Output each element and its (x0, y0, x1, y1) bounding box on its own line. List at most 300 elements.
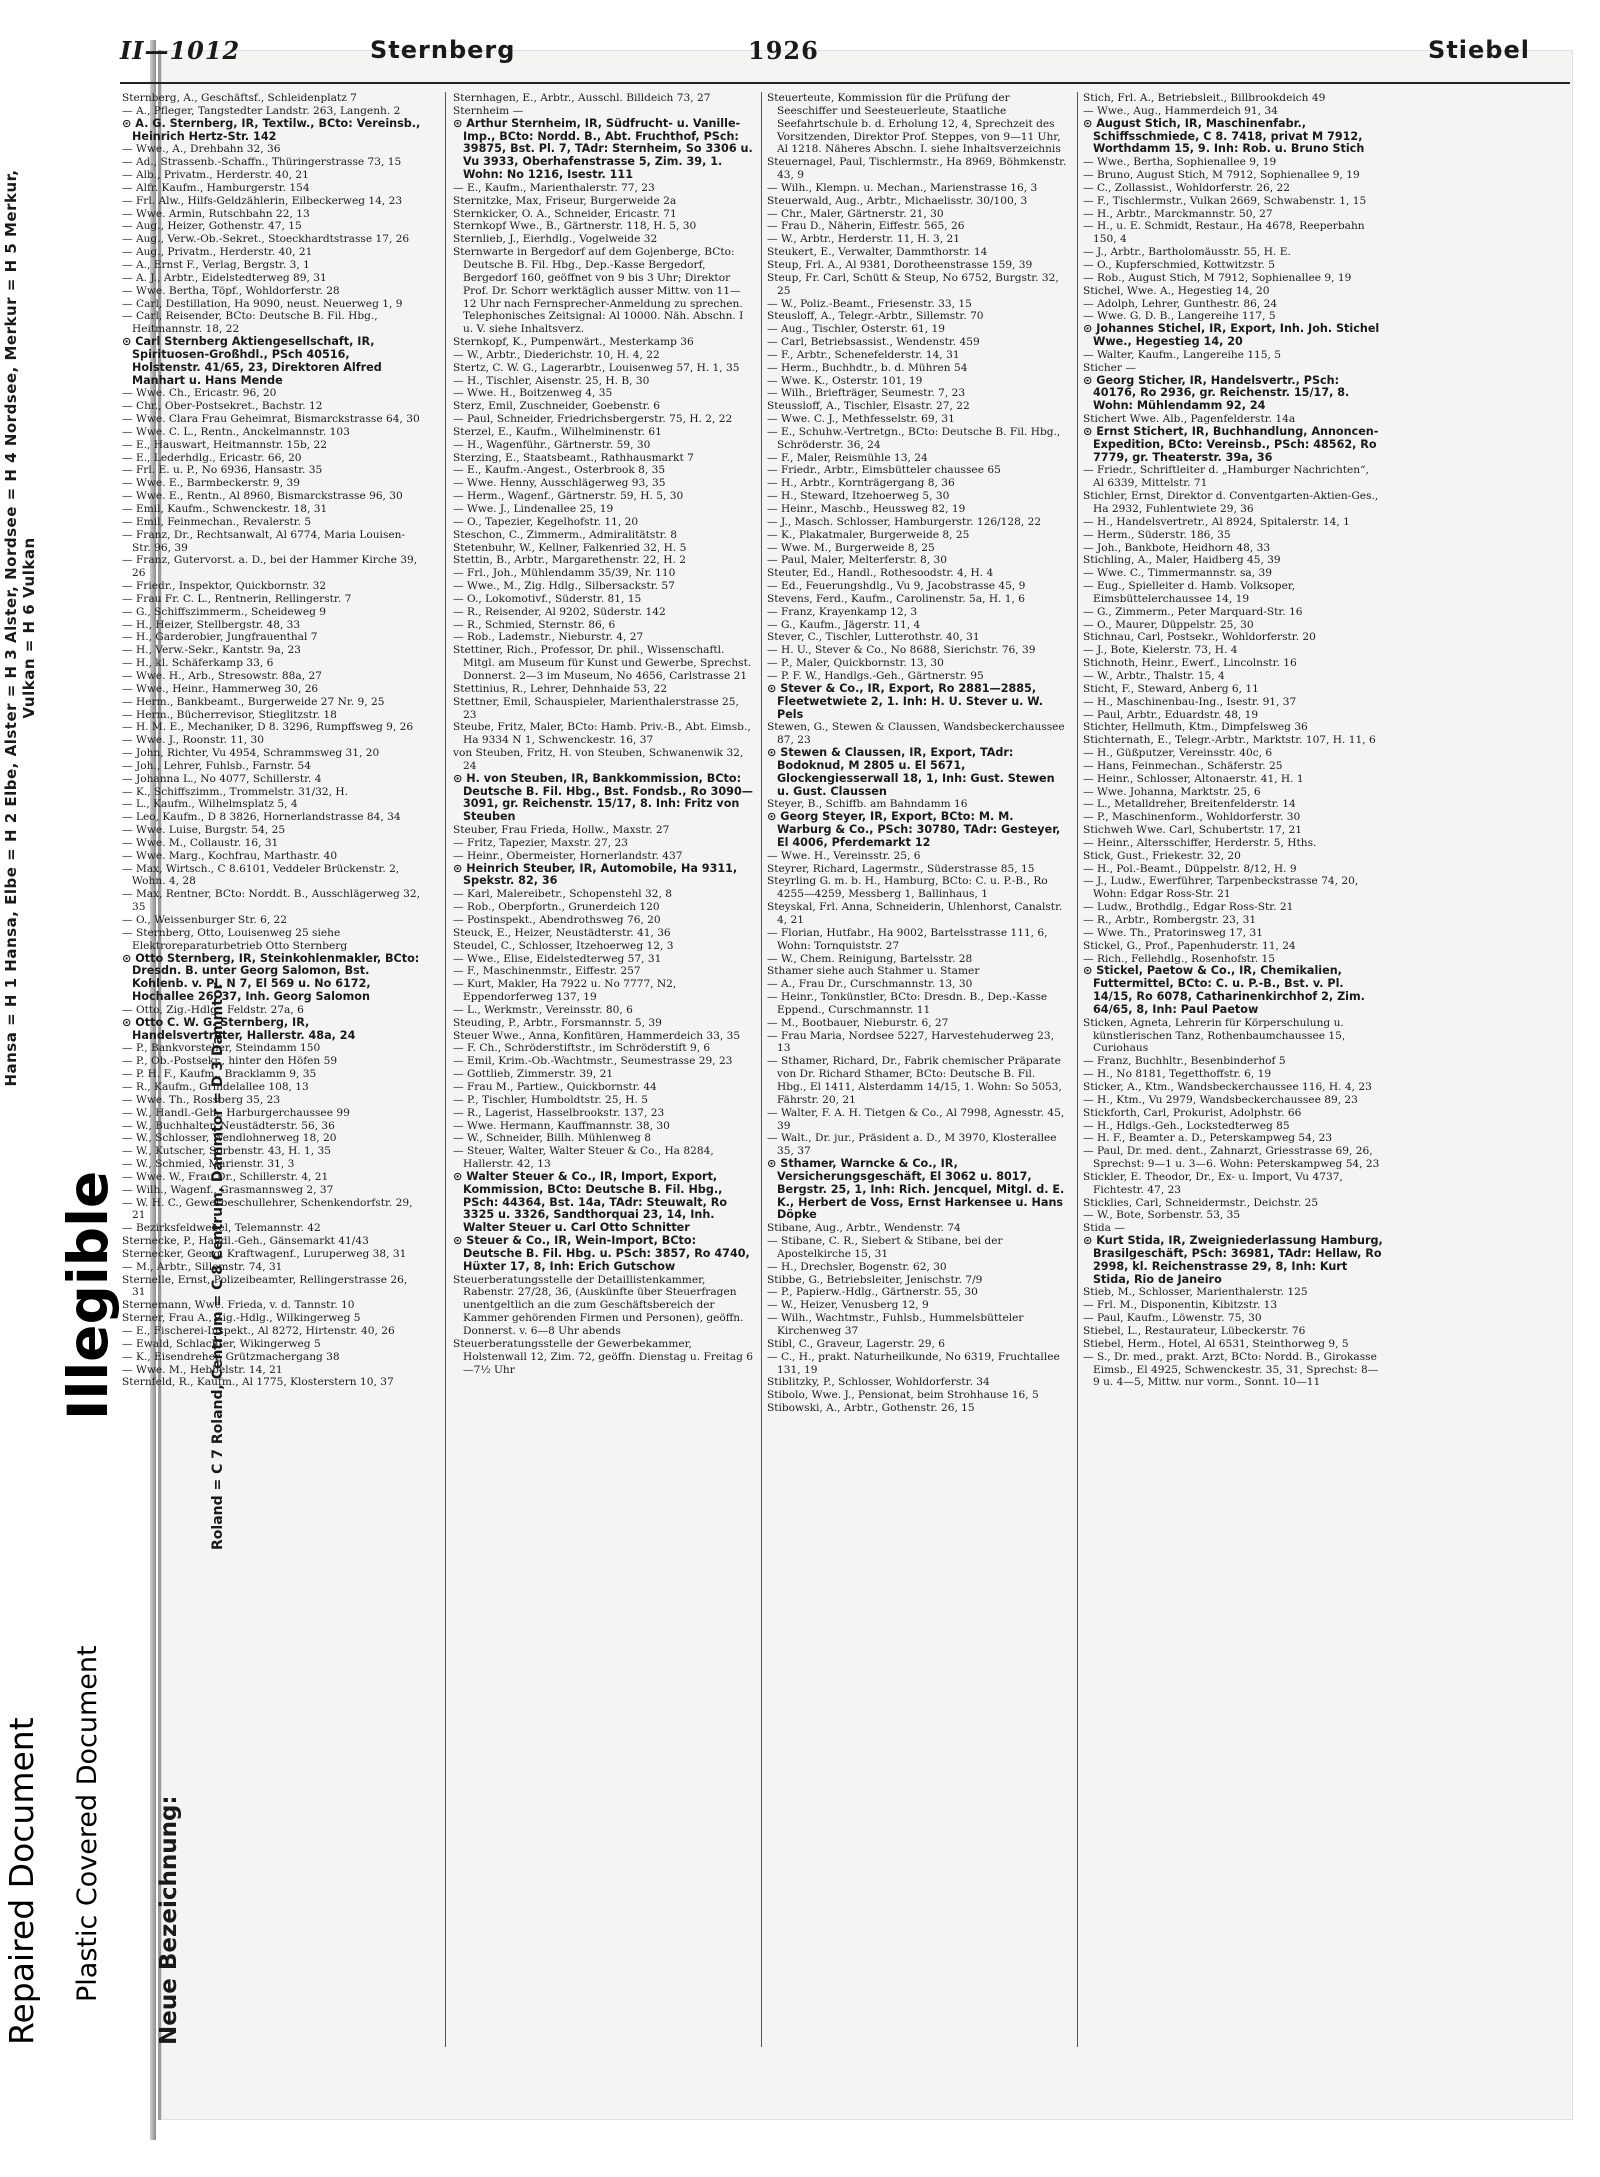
directory-entry: — H., Wagenführ., Gärtnerstr. 59, 30 (453, 438, 651, 451)
directory-entry: — W., Buchhalter, Neustädterstr. 56, 36 (122, 1119, 335, 1132)
directory-entry: Stieb, M., Schlosser, Marienthalerstr. 125 (1083, 1286, 1308, 1299)
directory-entry: — W., Arbtr., Herderstr. 11, H. 3, 21 (767, 233, 961, 246)
directory-entry: Stiblitzky, P., Schlosser, Wohldorferstr. 34 (767, 1376, 990, 1389)
directory-entry: Steyrling G. m. b. H., Hamburg, BCto: C. u. P.-B., Ro 4255—4259, Messberg 1, Ballinhaus, 1 (767, 875, 1048, 901)
directory-entry: — Wwe., M., Zig. Hdlg., Silbersackstr. 57 (453, 580, 675, 593)
directory-entry: — Rob., Oberpfortn., Grunerdeich 120 (453, 901, 660, 914)
directory-entry: — O., Weissenburger Str. 6, 22 (122, 914, 288, 926)
directory-entry: — Ludw., Brothdlg., Edgar Ross-Str. 21 (1083, 901, 1294, 914)
directory-entry: Steube, Fritz, Maler, BCto: Hamb. Priv.-B., Abt. Eimsb., Ha 9334 N 1, Schwenckestr. 16, 37 (453, 721, 751, 747)
directory-entry: — Frau Fr. C. L., Rentnerin, Rellingerstr. 7 (122, 592, 352, 605)
directory-entry: — P., Maschinenform., Wohldorferstr. 30 (1083, 811, 1301, 824)
directory-entry: — H., Maschinenbau-Ing., Isestr. 91, 37 (1083, 695, 1297, 708)
directory-entry: Sticken, Agneta, Lehrerin für Körperschulung u. künstlerischen Tanz, Rothenbaumchaussee 15, Curiohaus (1083, 1016, 1346, 1055)
header-year: 1926 (748, 36, 819, 65)
directory-entry: — Frau D., Näherin, Eiffestr. 565, 26 (767, 220, 965, 233)
directory-entry: — Wwe. M., Burgerweide 8, 25 (767, 541, 935, 554)
directory-entry: ⊙ Stickel, Paetow & Co., IR, Chemikalien, Futtermittel, BCto: C. u. P.-B., Bst. v. Pl. 14/15, Ro 6078, Catharinenkirchhof 2, Zim. 64/65, 8, Inh: Paul Paetow (1083, 964, 1365, 1016)
directory-entry: — Kurt, Makler, Ha 7922 u. No 7777, N2, Eppendorferweg 137, 19 (453, 978, 677, 1004)
directory-entry: — Herm., Wagenf., Gärtnerstr. 59, H. 5, 30 (453, 490, 684, 503)
directory-entry: — Paul, Dr. med. dent., Zahnarzt, Griesstrasse 69, 26, Sprechst: 9—1 u. 3—6. Wohn: Peterskampweg 54, 23 (1083, 1145, 1380, 1171)
directory-entry: — Herm., Bankbeamt., Burgerweide 27 Nr. 9, 25 (122, 695, 385, 708)
directory-entry: — M., Bootbauer, Nieburstr. 6, 27 (767, 1016, 949, 1029)
directory-entry: Stickel, G., Prof., Papenhuderstr. 11, 24 (1083, 939, 1296, 952)
directory-entry: Steuerwald, Aug., Arbtr., Michaelisstr. 30/100, 3 (767, 194, 1028, 207)
directory-entry: — Heinr., Maschb., Heussweg 82, 19 (767, 503, 966, 515)
directory-entry: Steuer Wwe., Anna, Konfitüren, Hammerdeich 33, 35 (453, 1029, 741, 1042)
directory-entry: — Rich., Fellehdlg., Rosenhofstr. 15 (1083, 952, 1275, 965)
directory-entry: — E., Fischerei-Inspekt., Al 8272, Hirtenstr. 40, 26 (122, 1325, 395, 1337)
column-divider (1077, 92, 1078, 2047)
directory-entry: — Wwe. C. L., Rentn., Anckelmannstr. 103 (122, 425, 350, 438)
directory-entry: — Wwe. Bertha, Töpf., Wohldorferstr. 28 (122, 284, 340, 297)
directory-entry: — Alb., Privatm., Herderstr. 40, 21 (122, 169, 309, 182)
directory-entry: — F., Maler, Reismühle 13, 24 (767, 451, 928, 464)
directory-entry: Sternkopf, K., Pumpenwärt., Mesterkamp 36 (453, 336, 694, 349)
directory-entry: — O., Kupferschmied, Kottwitzstr. 5 (1083, 258, 1275, 271)
directory-entry: Steuding, P., Arbtr., Forsmannstr. 5, 39 (453, 1016, 662, 1029)
directory-entry: ⊙ Otto Sternberg, IR, Steinkohlenmakler, BCto: Dresdn. B. unter Georg Salomon, Bst. Kohlenb. v. Pl. N 7, El 569 u. No 6172, Hochallee 26, 37, Inh. Georg Salomon (122, 951, 420, 1004)
directory-entry: — Chr., Maler, Gärtnerstr. 21, 30 (767, 207, 944, 220)
directory-entry: — Steuer, Walter, Walter Steuer & Co., Ha 8284, Hallerstr. 42, 13 (453, 1145, 714, 1171)
directory-entry: — Ewald, Schlachter, Wikingerweg 5 (122, 1337, 321, 1350)
directory-entry: — Paul, Kaufm., Löwenstr. 75, 30 (1083, 1312, 1262, 1325)
directory-entry: — Aug., Verw.-Ob.-Sekret., Stoeckhardtstrasse 17, 26 (122, 233, 410, 246)
directory-entry: — P., Bankvorsteher, Steindamm 150 (122, 1042, 321, 1055)
directory-entry: — J., Arbtr., Bartholomäusstr. 55, H. E. (1083, 246, 1291, 259)
directory-entry: — Wwe. M., Hebbelstr. 14, 21 (122, 1363, 283, 1376)
directory-entry: Steyrer, Richard, Lagermstr., Süderstrasse 85, 15 (767, 862, 1035, 875)
directory-entry: — W., Schlosser, Wendlohnerweg 18, 20 (122, 1132, 337, 1145)
directory-entry: — P. H. F., Kaufm., Bracklamm 9, 35 (122, 1068, 317, 1081)
directory-entry: Stichnoth, Heinr., Ewerf., Lincolnstr. 16 (1083, 657, 1297, 670)
directory-entry: — Wwe. Th., Pratorinsweg 17, 31 (1083, 926, 1263, 939)
directory-entry: Steuerteute, Kommission für die Prüfung der Seeschiffer und Seesteuerleute, Staatliche Seefahrtschule b. d. Erholung 12, 4, Sprechzeit des Vorsitzenden, Direktor Prof. Steppes, von 9—11 Uhr, Al 1218. Näheres Abschn. I. siehe Inhaltsverzeichnis (767, 92, 1061, 156)
directory-entry: — Wwe. H., Vereinsstr. 25, 6 (767, 849, 921, 862)
directory-entry: Stever, C., Tischler, Lutterothstr. 40, 31 (767, 631, 980, 644)
directory-entry: — H. M. E., Mechaniker, D 8. 3296, Rumpffsweg 9, 26 (122, 721, 414, 734)
directory-entry: Stichternath, E., Telegr.-Arbtr., Marktstr. 107, H. 11, 6 (1083, 734, 1376, 747)
directory-entry: — R., Reisender, Al 9202, Süderstr. 142 (453, 605, 666, 618)
directory-entry: — Wwe., Aug., Hammerdeich 91, 34 (1083, 104, 1278, 117)
directory-entry: — G., Zimmerm., Peter Marquard-Str. 16 (1083, 605, 1303, 618)
directory-entry: ⊙ Stewen & Claussen, IR, Export, TAdr: Bodoknud, M 2805 u. El 5671, Glockengiesserwall 18, 1, Inh: Gust. Stewen u. Gust. Claussen (767, 746, 1055, 798)
illegible-label: Illegible (56, 1170, 120, 1420)
directory-entry: — Emil, Feinmechan., Revalerstr. 5 (122, 515, 312, 528)
directory-entry: Steukert, E., Verwalter, Dammthorstr. 14 (767, 246, 988, 259)
directory-entry: — Wwe. E., Barmbeckerstr. 9, 39 (122, 477, 300, 490)
directory-entry: — H., Drechsler, Bogenstr. 62, 30 (767, 1260, 947, 1273)
directory-entry: ⊙ Georg Sticher, IR, Handelsvertr., PSch: 40176, Ro 2936, gr. Reichenstr. 15/17, 8. Wohn: Mühlendamm 92, 24 (1083, 373, 1350, 413)
directory-entry: — Aug., Heizer, Gothenstr. 47, 15 (122, 220, 302, 233)
directory-entry: — P., Ob.-Postsekr., hinter den Höfen 59 (122, 1055, 338, 1068)
directory-entry: Sternhagen, E., Arbtr., Ausschl. Billdeich 73, 27 (453, 92, 711, 104)
directory-entry: — Paul, Arbtr., Eduardstr. 48, 19 (1083, 708, 1259, 721)
directory-entry: — Aug., Privatm., Herderstr. 40, 21 (122, 246, 313, 259)
directory-entry: Sternkopf Wwe., B., Gärtnerstr. 118, H. 5, 30 (453, 220, 697, 233)
directory-entry: — H. U., Stever & Co., No 8688, Sierichstr. 76, 39 (767, 644, 1036, 657)
directory-entry: — Gottlieb, Zimmerstr. 39, 21 (453, 1068, 614, 1081)
directory-entry: Sternemann, Wwe. Frieda, v. d. Tannstr. 10 (122, 1299, 355, 1312)
directory-entry: — H., Arbtr., Marckmannstr. 50, 27 (1083, 207, 1273, 220)
directory-entry: — Ed., Feuerungshdlg., Vu 9, Jacobstrasse 45, 9 (767, 580, 1026, 593)
directory-entry: Stibolo, Wwe. J., Pensionat, beim Strohhause 16, 5 (767, 1389, 1039, 1402)
directory-entry: — H., u. E. Schmidt, Restaur., Ha 4678, Reeperbahn 150, 4 (1083, 220, 1365, 246)
directory-entry: Stertz, C. W. G., Lagerarbtr., Louisenweg 57, H. 1, 35 (453, 361, 740, 374)
directory-entry: ⊙ Kurt Stida, IR, Zweigniederlassung Hamburg, Brasilgeschäft, PSch: 36981, TAdr: Hellaw, Ro 2998, kl. Reichenstrasse 29, 8, Inh: Kurt Stida, Rio de Janeiro (1083, 1234, 1383, 1286)
directory-entry: — W., Handl.-Geh., Harburgerchaussee 99 (122, 1106, 350, 1119)
directory-entry: — H., Ktm., Vu 2979, Wandsbeckerchaussee 89, 23 (1083, 1093, 1358, 1106)
directory-entry: ⊙ Ernst Stichert, IR, Buchhandlung, Annoncen-Expedition, BCto: Vereinsb., PSch: 48562, Ro 7779, gr. Theaterstr. 39a, 36 (1083, 424, 1379, 464)
directory-entry: — Johanna L., No 4077, Schillerstr. 4 (122, 772, 322, 785)
directory-entry: — H., Arbtr., Kornträgergang 8, 36 (767, 477, 955, 490)
directory-entry: — A., Frau Dr., Curschmannstr. 13, 30 (767, 978, 973, 991)
directory-entry: — W., Arbtr., Diederichstr. 10, H. 4, 22 (453, 348, 660, 361)
directory-entry: — Rob., August Stich, M 7912, Sophienallee 9, 19 (1083, 271, 1352, 284)
directory-entry: Stettiner, Rich., Professor, Dr. phil., Wissenschaftl. Mitgl. am Museum für Kunst und Gewerbe, Sprechst. Donnerst. 2—3 im Museum, No 4656, Carlstrasse 21 (453, 644, 752, 682)
directory-entry: — H., Garderobier, Jungfrauenthal 7 (122, 631, 318, 644)
directory-entry: Stibbe, G., Betriebsleiter, Jenischstr. 7/9 (767, 1273, 983, 1286)
directory-entry: — H., kl. Schäferkamp 33, 6 (122, 657, 274, 670)
directory-entry: — P. F. W., Handlgs.-Geh., Gärtnerstr. 95 (767, 669, 984, 682)
directory-entry: — Wilh., Briefträger, Seumestr. 7, 23 (767, 387, 966, 400)
directory-entry: — Emil, Kaufm., Schwenckestr. 18, 31 (122, 503, 328, 515)
directory-entry: Stichert Wwe. Alb., Pagenfelderstr. 14a (1083, 413, 1296, 426)
directory-entry: — Stibane, C. R., Siebert & Stibane, bei der Apostelkirche 15, 31 (767, 1235, 1003, 1260)
directory-entry: — Wwe. J., Lindenallee 25, 19 (453, 503, 614, 515)
page-number: II—1012 (120, 36, 241, 65)
directory-entry: — W., Arbtr., Thalstr. 15, 4 (1083, 669, 1225, 682)
directory-column-4 (1083, 92, 1383, 2047)
directory-entry: — O., Maurer, Düppelstr. 25, 30 (1083, 618, 1254, 631)
directory-column-2 (453, 92, 753, 2047)
directory-entry: — Alfr. Kaufm., Hamburgerstr. 154 (122, 181, 310, 194)
directory-entry: — H., Handelsvertretr., Al 8924, Spitalerstr. 14, 1 (1083, 515, 1350, 528)
directory-entry: Steuter, Ed., Handl., Rothesoodstr. 4, H. 4 (767, 567, 994, 580)
directory-entry: — A. J., Arbtr., Eidelstedterweg 89, 31 (122, 271, 327, 284)
directory-entry: Steup, Fr. Carl, Schütt & Steup, No 6752, Burgstr. 32, 25 (767, 271, 1059, 297)
directory-entry: — H., Verw.-Sekr., Kantstr. 9a, 23 (122, 644, 301, 657)
directory-entry: Steuerberatungsstelle der Detaillistenkammer, Rabenstr. 27/28, 36, (Auskünfte über Steuerfragen unentgeltlich an die zum Geschäftsbereich der Kammer gehörenden Firmen und Personen), geöffn. Donnerst. v. 6—8 Uhr abends (453, 1273, 744, 1337)
directory-entry: — Wwe. J., Roonstr. 11, 30 (122, 734, 265, 747)
directory-entry: — H., Tischler, Aisenstr. 25, H. B, 30 (453, 374, 650, 387)
directory-entry: — A., Pfleger, Tangstedter Landstr. 263, Langenh. 2 (122, 104, 401, 117)
directory-entry: — Wwe. K., Osterstr. 101, 19 (767, 374, 923, 387)
directory-entry: ⊙ Carl Sternberg Aktiengesellschaft, IR, Spirituosen-Großhdl., PSch 40516, Holstenstr. 41/65, 23, Direktoren Alfred Manhart u. Hans Mende (122, 335, 382, 387)
directory-entry: Sternwarte in Bergedorf auf dem Gojenberge, BCto: Deutsche B. Fil. Hbg., Dep.-Kasse Bergedorf, Bergedorf 160, geöffnet von 9 bis 3 Uhr; Direktor Prof. Dr. Schorr werktäglich ausser Mittw. von 11—12 Uhr nach Fernsprecher-Anmeldung zu sprechen. Telephonisches Zeitsignal: Al 10000. Näh. Abschn. I u. V. siehe Inhaltsverz. (453, 246, 744, 336)
directory-entry: ⊙ Heinrich Steuber, IR, Automobile, Ha 9311, Spekstr. 82, 36 (453, 861, 738, 888)
directory-entry: — Wwe. H., Boitzenweg 4, 35 (453, 387, 613, 400)
directory-entry: Stewen, G., Stewen & Claussen, Wandsbeckerchaussee 87, 23 (767, 721, 1065, 747)
directory-entry: — H., Heizer, Stellbergstr. 48, 33 (122, 618, 301, 631)
directory-entry: — J., Ludw., Ewerführer, Tarpenbeckstrasse 74, 20, Wohn: Edgar Ross-Str. 21 (1083, 875, 1359, 901)
directory-entry: — M., Arbtr., Sillemstr. 74, 31 (122, 1260, 283, 1273)
directory-entry: — R., Arbtr., Rombergstr. 23, 31 (1083, 914, 1257, 926)
directory-entry: — Adolph, Lehrer, Gunthestr. 86, 24 (1083, 297, 1278, 310)
directory-entry: Sticht, F., Steward, Anberg 6, 11 (1083, 682, 1259, 695)
directory-entry: Steup, Frl. A., Al 9381, Dorotheenstrasse 159, 39 (767, 258, 1033, 271)
directory-entry: Stichler, Ernst, Direktor d. Conventgarten-Aktien-Ges., Ha 2932, Fuhlentwiete 29, 36 (1083, 490, 1379, 515)
directory-entry: — Wwe. G. D. B., Langereihe 117, 5 (1083, 310, 1276, 323)
directory-entry: Stichnau, Carl, Postsekr., Wohldorferstr. 20 (1083, 631, 1316, 644)
plastic-label: Plastic Covered Document (72, 1645, 103, 2002)
directory-entry: — Wwe. W., Frau Dr., Schillerstr. 4, 21 (122, 1170, 329, 1183)
directory-entry: — Walt., Dr. jur., Präsident a. D., M 3970, Klosterallee 35, 37 (767, 1132, 1057, 1158)
directory-entry: — Wwe. Clara Frau Geheimrat, Bismarckstrasse 64, 30 (122, 413, 420, 426)
header-last-entry: Stiebel (1428, 36, 1530, 64)
directory-entry: — Karl, Malereibetr., Schopenstehl 32, 8 (453, 888, 672, 901)
directory-entry: — Fritz, Tapezier, Maxstr. 27, 23 (453, 836, 628, 849)
directory-entry: — L., Kaufm., Wilhelmsplatz 5, 4 (122, 798, 298, 811)
directory-entry: Steusloff, A., Telegr.-Arbtr., Sillemstr. 70 (767, 310, 984, 323)
directory-entry: ⊙ H. von Steuben, IR, Bankkommission, BCto: Deutsche B. Fil. Hbg., Bst. Fondsb., Ro 3090—3091, gr. Reichenstr. 15/17, 8. Inh: Fritz von Steuben (453, 771, 753, 824)
directory-entry: — Wilh., Klempn. u. Mechan., Marienstrasse 16, 3 (767, 181, 1038, 194)
directory-entry: — L., Werkmstr., Vereinsstr. 80, 6 (453, 1003, 633, 1016)
directory-entry: Sternelle, Ernst, Polizeibeamter, Rellingerstrasse 26, 31 (122, 1273, 408, 1299)
directory-entry: — Wwe., Elise, Eidelstedterweg 57, 31 (453, 952, 662, 965)
directory-entry: — Rob., Lademstr., Nieburstr. 4, 27 (453, 631, 644, 644)
directory-entry: — Wwe. Marg., Kochfrau, Marthastr. 40 (122, 849, 338, 862)
directory-entry: — F. Ch., Schröderstiftstr., im Schröderstift 9, 6 (453, 1042, 711, 1055)
directory-entry: — Paul, Maler, Melterferstr. 8, 30 (767, 554, 947, 567)
directory-entry: — E., Schuhw.-Vertretgn., BCto: Deutsche B. Fil. Hbg., Schröderstr. 36, 24 (767, 425, 1061, 451)
directory-entry: Stick, Gust., Friekestr. 32, 20 (1083, 849, 1241, 862)
directory-entry: — Frl. Alw., Hilfs-Geldzählerin, Eilbeckerweg 14, 23 (122, 194, 403, 207)
directory-entry: — Emil, Krim.-Ob.-Wachtmstr., Seumestrasse 29, 23 (453, 1055, 733, 1068)
directory-entry: — Max, Wirtsch., C 8.6101, Veddeler Brückenstr. 2, Wohn. 4, 28 (122, 862, 400, 888)
directory-entry: — Frl. E. u. P., No 6936, Hansastr. 35 (122, 464, 323, 477)
column-divider (761, 92, 762, 2047)
directory-entry: — E., Kaufm.-Angest., Osterbrook 8, 35 (453, 464, 666, 477)
directory-entry: — Friedr., Inspektor, Quickbornstr. 32 (122, 580, 327, 593)
directory-entry: Stiebel, Herm., Hotel, Al 6531, Steinthorweg 9, 5 (1083, 1337, 1349, 1350)
directory-entry: Steyskal, Frl. Anna, Schneiderin, Uhlenhorst, Canalstr. 4, 21 (767, 901, 1063, 926)
directory-entry: ⊙ Otto C. W. G. Sternberg, IR, Handelsvertreter, Hallerstr. 48a, 24 (122, 1015, 356, 1042)
directory-entry: Sternlieb, J., Eierhdlg., Vogelweide 32 (453, 233, 658, 246)
directory-entry: — K., Plakatmaler, Burgerweide 8, 25 (767, 528, 970, 541)
directory-entry: — Wwe. C., Timmermannstr. sa, 39 (1083, 567, 1272, 580)
directory-entry: — P., Maler, Quickbornstr. 13, 30 (767, 657, 944, 670)
directory-entry: — Franz, Krayenkamp 12, 3 (767, 605, 918, 618)
directory-entry: ⊙ Walter Steuer & Co., IR, Import, Export, Kommission, BCto: Deutsche B. Fil. Hbg., PSch: 44364, Bst. 14a, TAdr: Steuwalt, Ro 3325 u. 3326, Sandthorquai 23, 14, Inh. Walter Steuer u. Carl Otto Schnitter (453, 1169, 728, 1235)
directory-entry: ⊙ Johannes Stichel, IR, Export, Inh. Joh. Stichel Wwe., Hegestieg 14, 20 (1083, 322, 1380, 349)
directory-entry: — C., Zollassist., Wohldorferstr. 26, 22 (1083, 181, 1290, 194)
directory-entry: — Wwe. Ch., Ericastr. 96, 20 (122, 387, 277, 400)
directory-entry: — F., Maschinenmstr., Eiffestr. 257 (453, 965, 641, 978)
directory-entry: — Wwe. Th., Rossberg 35, 23 (122, 1093, 281, 1106)
directory-entry: — Friedr., Arbtr., Eimsbütteler chaussee 65 (767, 464, 1001, 477)
directory-entry: — Frl., Joh., Mühlendamm 35/39, Nr. 110 (453, 567, 676, 580)
directory-entry: — P., Papierw.-Hdlg., Gärtnerstr. 55, 30 (767, 1286, 978, 1299)
directory-entry: — W. H. C., Gewerbeschullehrer, Schenkendorfstr. 29, 21 (122, 1196, 413, 1222)
directory-entry: — Wwe. Johanna, Marktstr. 25, 6 (1083, 785, 1261, 798)
header-rule (120, 82, 1570, 84)
directory-entry: — L., Metalldreher, Breitenfelderstr. 14 (1083, 798, 1296, 811)
directory-entry: Sternecker, Georg, Kraftwagenf., Luruperweg 38, 31 (122, 1247, 407, 1260)
directory-entry: — Wwe., Bertha, Sophienallee 9, 19 (1083, 156, 1277, 169)
directory-entry: — Wwe. Henny, Ausschlägerweg 93, 35 (453, 477, 666, 490)
directory-entry: — Wilh., Wagenf., Grasmannsweg 2, 37 (122, 1183, 334, 1196)
directory-entry: — P., Tischler, Humboldtstr. 25, H. 5 (453, 1093, 648, 1106)
directory-entry: Sticher — (1083, 361, 1136, 374)
directory-entry: — W., Schneider, Billh. Mühlenweg 8 (453, 1132, 651, 1145)
directory-entry: — E., Hauswart, Heitmannstr. 15b, 22 (122, 438, 328, 451)
side-margin-legend (0, 140, 40, 1120)
directory-entry: — C., H., prakt. Naturheilkunde, No 6319, Fruchtallee 131, 19 (767, 1350, 1060, 1376)
directory-entry: — Wwe. E., Rentn., Al 8960, Bismarckstrasse 96, 30 (122, 490, 403, 503)
directory-entry: Stichter, Hellmuth, Ktm., Dimpfelsweg 36 (1083, 721, 1308, 734)
directory-entry: Sternberg, A., Geschäftsf., Schleidenplatz 7 (122, 92, 357, 104)
directory-entry: Sterz, Emil, Zuschneider, Goebenstr. 6 (453, 400, 661, 413)
directory-entry: — F., Arbtr., Schenefelderstr. 14, 31 (767, 348, 960, 361)
directory-entry: — Sternberg, Otto, Louisenweg 25 siehe Elektroreparaturbetrieb Otto Sternberg (122, 926, 348, 952)
directory-entry: — Friedr., Schriftleiter d. „Hamburger Nachrichten“, Al 6339, Mittelstr. 71 (1083, 464, 1369, 490)
directory-entry: Stettner, Emil, Schauspieler, Marienthalerstrasse 25, 23 (453, 695, 739, 721)
directory-entry: ⊙ Georg Steyer, IR, Export, BCto: M. M. Warburg & Co., PSch: 30780, TAdr: Gesteyer, El 4006, Pferdemarkt 12 (767, 810, 1061, 849)
directory-entry: Stettinius, R., Lehrer, Dehnhaide 53, 22 (453, 682, 668, 695)
directory-entry: — Wwe. Armin, Rutschbahn 22, 13 (122, 207, 310, 220)
directory-entry: — Wwe., A., Drehbahn 32, 36 (122, 143, 281, 156)
directory-entry: — G., Kaufm., Jägerstr. 11, 4 (767, 618, 921, 631)
directory-entry: Steuernagel, Paul, Tischlermstr., Ha 8969, Böhmkenstr. 43, 9 (767, 156, 1067, 182)
directory-entry: — Max, Rentner, BCto: Norddt. B., Ausschlägerweg 32, 35 (122, 888, 420, 914)
directory-entry: — Wwe. M., Collaustr. 16, 31 (122, 836, 279, 849)
directory-entry: — Frau M., Partiew., Quickbornstr. 44 (453, 1080, 657, 1093)
directory-entry: — Franz, Dr., Rechtsanwalt, Al 6774, Maria Louisen-Str. 96, 39 (122, 528, 406, 554)
directory-entry: Sternitzke, Max, Friseur, Burgerweide 2a (453, 194, 677, 207)
directory-entry: — W., Chem. Reinigung, Bartelsstr. 28 (767, 952, 973, 965)
directory-entry: — Heinr., Obermeister, Hornerlandstr. 437 (453, 849, 683, 862)
directory-entry: — Walter, F. A. H. Tietgen & Co., Al 7998, Agnesstr. 45, 39 (767, 1106, 1065, 1132)
page-header (120, 30, 1570, 80)
directory-entry: — E., Kaufm., Marienthalerstr. 77, 23 (453, 181, 655, 194)
footer-legend-title: Neue Bezeichnung: (156, 1795, 182, 2045)
directory-entry: — Wwe. Luise, Burgstr. 54, 25 (122, 824, 286, 837)
directory-entry: ⊙ August Stich, IR, Maschinenfabr., Schiffsschmiede, C 8. 7418, privat M 7912, Worthdamm 15, 9. Inh: Rob. u. Bruno Stich (1083, 116, 1365, 156)
directory-entry: Steuber, Frau Frieda, Hollw., Maxstr. 27 (453, 824, 670, 837)
directory-entry: Stiebel, L., Restaurateur, Lübeckerstr. 76 (1083, 1325, 1306, 1337)
directory-entry: — Florian, Hutfabr., Ha 9002, Bartelsstrasse 111, 6, Wohn: Tornquiststr. 27 (767, 926, 1048, 952)
directory-entry: Stettin, B., Arbtr., Margarethenstr. 22, H. 2 (453, 554, 686, 567)
directory-entry: — W., Bote, Sorbenstr. 53, 35 (1083, 1209, 1241, 1222)
directory-entry: — H., Hdlgs.-Geh., Lockstedterweg 85 (1083, 1119, 1290, 1132)
directory-entry: — Franz, Gutervorst. a. D., bei der Hammer Kirche 39, 26 (122, 554, 418, 580)
directory-entry: Stibane, Aug., Arbtr., Wendenstr. 74 (767, 1222, 961, 1235)
directory-entry: — Carl, Reisender, BCto: Deutsche B. Fil. Hbg., Heitmannstr. 18, 22 (122, 310, 378, 336)
directory-entry: Stickforth, Carl, Prokurist, Adolphstr. 66 (1083, 1106, 1302, 1119)
column-divider (445, 92, 446, 2047)
directory-entry: — Heinr., Tonkünstler, BCto: Dresdn. B., Dep.-Kasse Eppend., Curschmannstr. 11 (767, 991, 1048, 1016)
footer-legend-note: Roland = C 7 Roland, Centrum = C 8 Centrum, Dammtor = D 3 Dammtor (210, 982, 226, 1550)
directory-entry: — H., Pol.-Beamt., Düppelstr. 8/12, H. 9 (1083, 862, 1297, 875)
directory-entry: Sterzel, E., Kaufm., Wilhelminenstr. 61 (453, 425, 662, 438)
directory-entry: — K., Schiffszimm., Trommelstr. 31/32, H. (122, 785, 348, 798)
directory-entry: ⊙ Sthamer, Warncke & Co., IR, Versicherungsgeschäft, El 3062 u. 8017, Bergstr. 25, 1, Inh: Rich. Jencquel, Mitgl. d. E. K., Herbert de Voss, Ernst Harkensee u. Hans Döpke (767, 1157, 1065, 1222)
directory-entry: Steuck, E., Heizer, Neustädterstr. 41, 36 (453, 926, 671, 939)
directory-entry: — Paul, Schneider, Friedrichsbergerstr. 75, H. 2, 22 (453, 413, 733, 426)
directory-entry: — W., Heizer, Venusberg 12, 9 (767, 1299, 929, 1312)
directory-entry: — Heinr., Altersschiffer, Herderstr. 5, Hths. (1083, 836, 1317, 849)
directory-entry: — Wwe., Heinr., Hammerweg 30, 26 (122, 682, 319, 695)
directory-entry: — Aug., Tischler, Osterstr. 61, 19 (767, 323, 945, 336)
directory-entry: — R., Kaufm., Grindelallee 108, 13 (122, 1080, 309, 1093)
directory-entry: — Carl, Betriebsassist., Wendenstr. 459 (767, 336, 980, 349)
directory-entry: — O., Lokomotivf., Süderstr. 81, 15 (453, 592, 642, 605)
directory-entry: — Herm., Buchhdtr., b. d. Mühren 54 (767, 361, 968, 374)
directory-entry: — W., Schmied, Marienstr. 31, 3 (122, 1158, 295, 1171)
directory-entry: Stida — (1083, 1222, 1125, 1235)
directory-entry: — John, Richter, Vu 4954, Schrammsweg 31, 20 (122, 747, 380, 760)
directory-entry: — Joh., Bankbote, Heidhorn 48, 33 (1083, 541, 1271, 554)
legend-text: Hansa = H 1 Hansa, Elbe = H 2 Elbe, Alster = H 3 Alster, Nordsee = H 4 Nordsee, Merkur = H 5 Merkur, Vulkan = H 6 Vulkan (2, 169, 38, 1087)
directory-entry: — Wwe. H., Arb., Stresowstr. 88a, 27 (122, 669, 322, 682)
directory-entry: Stevens, Ferd., Kaufm., Carolinenstr. 5a, H. 1, 6 (767, 592, 1026, 605)
directory-entry: Stichweh Wwe. Carl, Schubertstr. 17, 21 (1083, 824, 1302, 837)
directory-entry: — Franz, Buchhltr., Besenbinderhof 5 (1083, 1055, 1286, 1068)
directory-entry: — Chr., Ober-Postsekret., Bachstr. 12 (122, 400, 323, 413)
directory-entry: — Joh., Lehrer, Fuhlsb., Farnstr. 54 (122, 759, 311, 772)
directory-entry: — Heinr., Schlosser, Altonaerstr. 41, H. 1 (1083, 772, 1304, 785)
directory-entry: Stichel, Wwe. A., Hegestieg 14, 20 (1083, 284, 1270, 297)
directory-entry: Sterner, Frau A., Zig.-Hdlg., Wilkingerweg 5 (122, 1312, 361, 1325)
directory-entry: — J., Masch. Schlosser, Hamburgerstr. 126/128, 22 (767, 515, 1042, 528)
directory-entry: — G., Schiffszimmerm., Scheideweg 9 (122, 605, 327, 618)
directory-entry: Sternfeld, R., Kaufm., Al 1775, Klosterstern 10, 37 (122, 1376, 394, 1389)
directory-entry: Stichling, A., Maler, Haidberg 45, 39 (1083, 554, 1281, 567)
directory-entry: von Steuben, Fritz, H. von Steuben, Schwanenwik 32, 24 (453, 747, 744, 772)
directory-entry: — Wwe. Hermann, Kauffmannstr. 38, 30 (453, 1119, 670, 1132)
directory-entry: — Ad., Strassenb.-Schaffn., Thüringerstrasse 73, 15 (122, 156, 402, 169)
directory-entry: — F., Tischlermstr., Vulkan 2669, Schwabenstr. 1, 15 (1083, 194, 1367, 207)
directory-entry: Sternkicker, O. A., Schneider, Ericastr. 71 (453, 207, 677, 220)
directory-entry: Steuerberatungsstelle der Gewerbekammer, Holstenwall 12, Zim. 72, geöffn. Dienstag u. Freitag 6—7½ Uhr (453, 1337, 753, 1376)
directory-entry: — Carl, Destillation, Ha 9090, neust. Neuerweg 1, 9 (122, 297, 403, 310)
directory-entry: Sternecke, P., Handl.-Geh., Gänsemarkt 41/43 (122, 1235, 369, 1248)
directory-entry: — Walter, Kaufm., Langereihe 115, 5 (1083, 348, 1282, 361)
directory-entry: — R., Lagerist, Hasselbrookstr. 137, 23 (453, 1106, 665, 1119)
directory-entry: — S., Dr. med., prakt. Arzt, BCto: Nordd. B., Girokasse Eimsb., El 4925, Schwenckestr. 35, 31, Sprechst: 8—9 u. 4—5, Mittw. nur vorm., Sonnt. 10—11 (1083, 1350, 1379, 1389)
directory-entry: — Leo, Kaufm., D 8 3826, Hornerlandstrasse 84, 34 (122, 811, 401, 824)
directory-entry: — H., No 8181, Tegetthoffstr. 6, 19 (1083, 1068, 1272, 1081)
directory-entry: — Hans, Feinmechan., Schäferstr. 25 (1083, 759, 1283, 772)
directory-entry: — Bruno, August Stich, M 7912, Sophienallee 9, 19 (1083, 169, 1360, 182)
directory-entry: — R., Schmied, Sternstr. 86, 6 (453, 618, 616, 631)
directory-entry: Sternheim — (453, 104, 524, 117)
directory-entry: — A., Ernst F., Verlag, Bergstr. 3, 1 (122, 258, 310, 271)
directory-entry: — Wilh., Wachtmstr., Fuhlsb., Hummelsbütteler Kirchenweg 37 (767, 1312, 1024, 1337)
directory-entry: Stich, Frl. A., Betriebsleit., Billbrookdeich 49 (1083, 92, 1326, 104)
directory-entry: — O., Tapezier, Kegelhofstr. 11, 20 (453, 515, 639, 528)
directory-entry: Steschon, C., Zimmerm., Admiralitätstr. 8 (453, 528, 677, 541)
directory-entry: Steyer, B., Schiffb. am Bahndamm 16 (767, 798, 968, 811)
directory-entry: ⊙ Steuer & Co., IR, Wein-Import, BCto: Deutsche B. Fil. Hbg. u. PSch: 3857, Ro 4740, Hüxter 17, 8, Inh: Erich Gutschow (453, 1234, 750, 1273)
directory-entry: — Sthamer, Richard, Dr., Fabrik chemischer Präparate von Dr. Richard Sthamer, BCto: Deutsche B. Fil. Hbg., El 1411, Alsterdamm 14/15, 1. Wohn: So 5053, Fährstr. 20, 21 (767, 1055, 1062, 1106)
directory-entry: Stibl, C., Graveur, Lagerstr. 29, 6 (767, 1337, 945, 1350)
directory-entry: — E., Lederhdlg., Ericastr. 66, 20 (122, 451, 302, 464)
directory-entry: Steussloff, A., Tischler, Elsastr. 27, 22 (767, 400, 970, 413)
directory-entry: — Postinspekt., Abendrothsweg 76, 20 (453, 914, 661, 926)
directory-entry: ⊙ A. G. Sternberg, IR, Textilw., BCto: Vereinsb., Heinrich Hertz-Str. 142 (122, 116, 421, 143)
directory-entry: — Herm., Süderstr. 186, 35 (1083, 528, 1231, 541)
directory-entry: Sthamer siehe auch Stahmer u. Stamer (767, 965, 980, 978)
header-first-entry: Sternberg (370, 36, 516, 64)
directory-entry: ⊙ Stever & Co., IR, Export, Ro 2881—2885, Fleetwetwiete 2, 1. Inh: H. U. Stever u. W. Pels (767, 681, 1043, 721)
directory-entry: — J., Bote, Kielerstr. 73, H. 4 (1083, 644, 1238, 657)
directory-entry: — Wwe. C. J., Methfesselstr. 69, 31 (767, 413, 955, 426)
directory-entry: — W., Poliz.-Beamt., Friesenstr. 33, 15 (767, 297, 972, 310)
directory-entry: Stetenbuhr, W., Kellner, Falkenried 32, H. 5 (453, 541, 687, 554)
directory-entry: Sticklies, Carl, Schneidermstr., Deichstr. 25 (1083, 1196, 1319, 1209)
